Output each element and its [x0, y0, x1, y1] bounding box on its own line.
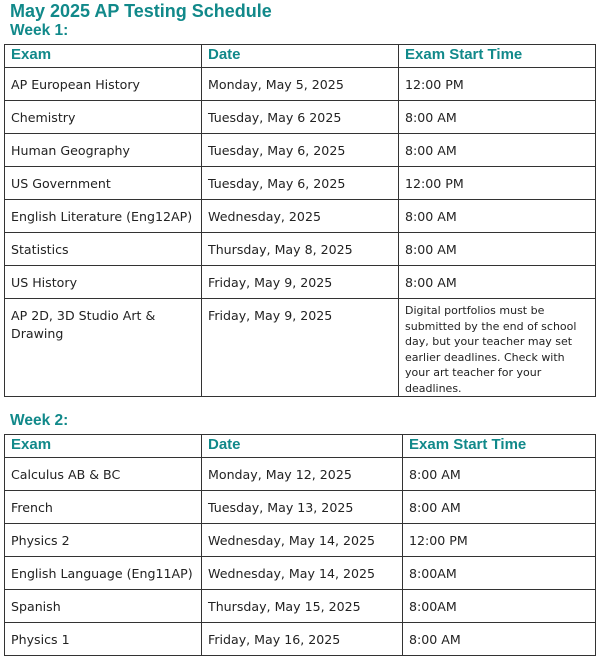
- exam-cell: Human Geography: [5, 134, 202, 167]
- exam-cell: Spanish: [5, 590, 202, 623]
- column-header-start-time: Exam Start Time: [403, 435, 596, 458]
- table-row: [5, 458, 596, 491]
- exam-cell: Chemistry: [5, 101, 202, 134]
- exam-cell: US Government: [5, 167, 202, 200]
- date-cell: Tuesday, May 13, 2025: [202, 491, 403, 524]
- column-header-start-time: Exam Start Time: [399, 45, 596, 68]
- table-row: [5, 68, 596, 101]
- date-cell: Monday, May 5, 2025: [202, 68, 399, 101]
- date-cell: Friday, May 16, 2025: [202, 623, 403, 656]
- exam-cell: French: [5, 491, 202, 524]
- table-row: [5, 524, 596, 557]
- page-title: May 2025 AP Testing Schedule: [10, 1, 272, 21]
- exam-cell: English Language (Eng11AP): [5, 557, 202, 590]
- start-time-cell: 8:00AM: [403, 557, 596, 590]
- column-header-exam: Exam: [5, 435, 202, 458]
- exam-cell: AP 2D, 3D Studio Art & Drawing: [5, 299, 202, 397]
- exam-cell: Calculus AB & BC: [5, 458, 202, 491]
- start-time-cell: 12:00 PM: [399, 167, 596, 200]
- start-time-cell: 12:00 PM: [403, 524, 596, 557]
- date-cell: Tuesday, May 6 2025: [202, 101, 399, 134]
- table-row: [5, 299, 596, 397]
- exam-cell: English Literature (Eng12AP): [5, 200, 202, 233]
- week-1-table: [4, 44, 596, 397]
- exam-cell: Statistics: [5, 233, 202, 266]
- table-header-row: [5, 435, 596, 458]
- start-time-cell: 12:00 PM: [399, 68, 596, 101]
- table-row: [5, 623, 596, 656]
- exam-cell: US History: [5, 266, 202, 299]
- start-time-cell: 8:00 AM: [403, 458, 596, 491]
- date-cell: Tuesday, May 6, 2025: [202, 167, 399, 200]
- table-row: [5, 200, 596, 233]
- table-row: [5, 266, 596, 299]
- start-time-cell: 8:00 AM: [403, 491, 596, 524]
- start-time-cell: 8:00 AM: [399, 233, 596, 266]
- start-time-cell: 8:00 AM: [399, 266, 596, 299]
- column-header-exam: Exam: [5, 45, 202, 68]
- start-time-cell: 8:00 AM: [403, 623, 596, 656]
- start-time-cell: 8:00 AM: [399, 200, 596, 233]
- table-row: [5, 491, 596, 524]
- date-cell: Thursday, May 8, 2025: [202, 233, 399, 266]
- date-cell: Monday, May 12, 2025: [202, 458, 403, 491]
- week-1-heading: Week 1:: [10, 22, 69, 39]
- start-time-cell: 8:00 AM: [399, 134, 596, 167]
- table-row: [5, 134, 596, 167]
- start-time-cell: 8:00AM: [403, 590, 596, 623]
- date-cell: Wednesday, May 14, 2025: [202, 524, 403, 557]
- table-row: [5, 590, 596, 623]
- exam-cell: Physics 1: [5, 623, 202, 656]
- date-cell: Friday, May 9, 2025: [202, 299, 399, 397]
- column-header-date: Date: [202, 45, 399, 68]
- date-cell: Wednesday, 2025: [202, 200, 399, 233]
- column-header-date: Date: [202, 435, 403, 458]
- table-row: [5, 557, 596, 590]
- date-cell: Friday, May 9, 2025: [202, 266, 399, 299]
- exam-cell: AP European History: [5, 68, 202, 101]
- week-2-heading: Week 2:: [10, 412, 69, 429]
- week-2-table: [4, 434, 596, 656]
- table-header-row: [5, 45, 596, 68]
- portfolio-note-cell: Digital portfolios must be submitted by the end of school day, but your teacher may set earlier deadlines. Check with your art teacher for your deadlines.: [399, 299, 596, 397]
- table-row: [5, 101, 596, 134]
- table-row: [5, 233, 596, 266]
- date-cell: Wednesday, May 14, 2025: [202, 557, 403, 590]
- table-row: [5, 167, 596, 200]
- exam-cell: Physics 2: [5, 524, 202, 557]
- date-cell: Tuesday, May 6, 2025: [202, 134, 399, 167]
- start-time-cell: 8:00 AM: [399, 101, 596, 134]
- date-cell: Thursday, May 15, 2025: [202, 590, 403, 623]
